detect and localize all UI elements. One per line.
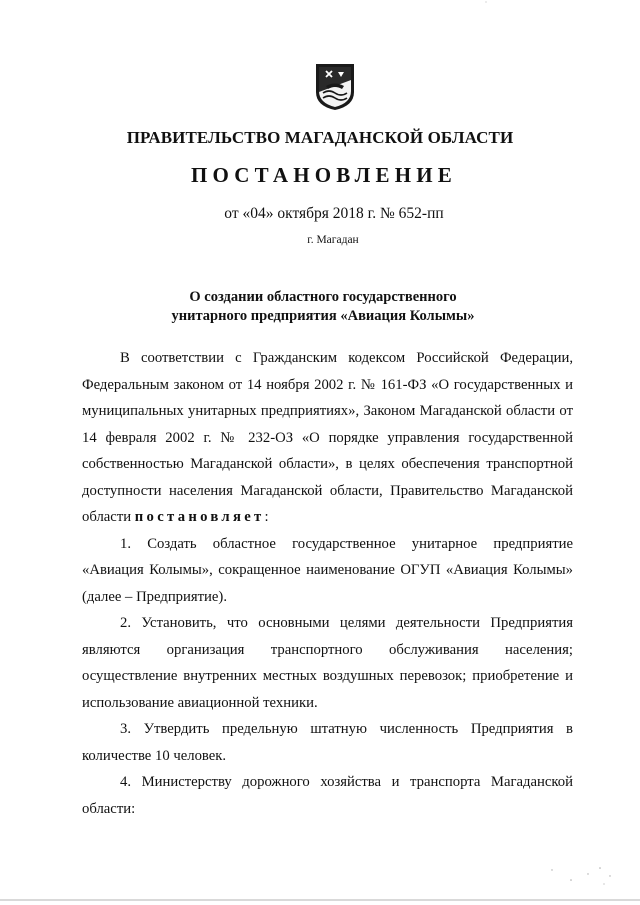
preamble-text: В соответствии с Гражданским кодексом Российской Федерации, Федеральным законом от 14 ноября 2002 г. № 161-ФЗ «О государственных и муниципальных унитарных предприятиях», Законом Магаданской области от 14 февраля 2002 г. № 232-ОЗ «О порядке управления государственной собственностью Магаданской области», в целях обеспечения транспортной доступности населения Магаданской области, Правительство Магаданской области xyxy=(82,350,573,525)
resolves-colon: : xyxy=(264,509,269,525)
resolves-word: постановляет xyxy=(134,509,265,525)
item-2-paragraph: 2. Установить, что основными целями деятельности Предприятия являются организация транспортного обслуживания населения; осуществление внутренних местных воздушных перевозок; приобретение и использование авиационной техники. xyxy=(82,615,573,711)
item-1-paragraph: 1. Создать областное государственное унитарное предприятие «Авиация Колымы», сокращенное наименование ОГУП «Авиация Колымы» (далее – Предприятие). xyxy=(82,535,573,605)
document-body xyxy=(82,345,573,822)
document-subject xyxy=(0,288,640,326)
subject-line-2: унитарного предприятия «Авиация Колымы» xyxy=(171,308,475,324)
document-date-number: от «04» октября 2018 г. № 652-пп xyxy=(224,205,444,222)
subject-line-1: О создании областного государственного xyxy=(189,289,457,305)
preamble-paragraph xyxy=(82,345,573,531)
coat-of-arms-icon xyxy=(314,62,356,112)
item-4-paragraph: 4. Министерству дорожного хозяйства и транспорта Магаданской области: xyxy=(82,774,573,817)
document-city: г. Магадан xyxy=(307,234,359,246)
item-3-paragraph: 3. Утвердить предельную штатную численность Предприятия в количестве 10 человек. xyxy=(82,721,573,764)
organization-title: ПРАВИТЕЛЬСТВО МАГАДАНСКОЙ ОБЛАСТИ xyxy=(126,128,514,147)
document-type-title: ПОСТАНОВЛЕНИЕ xyxy=(190,163,458,187)
